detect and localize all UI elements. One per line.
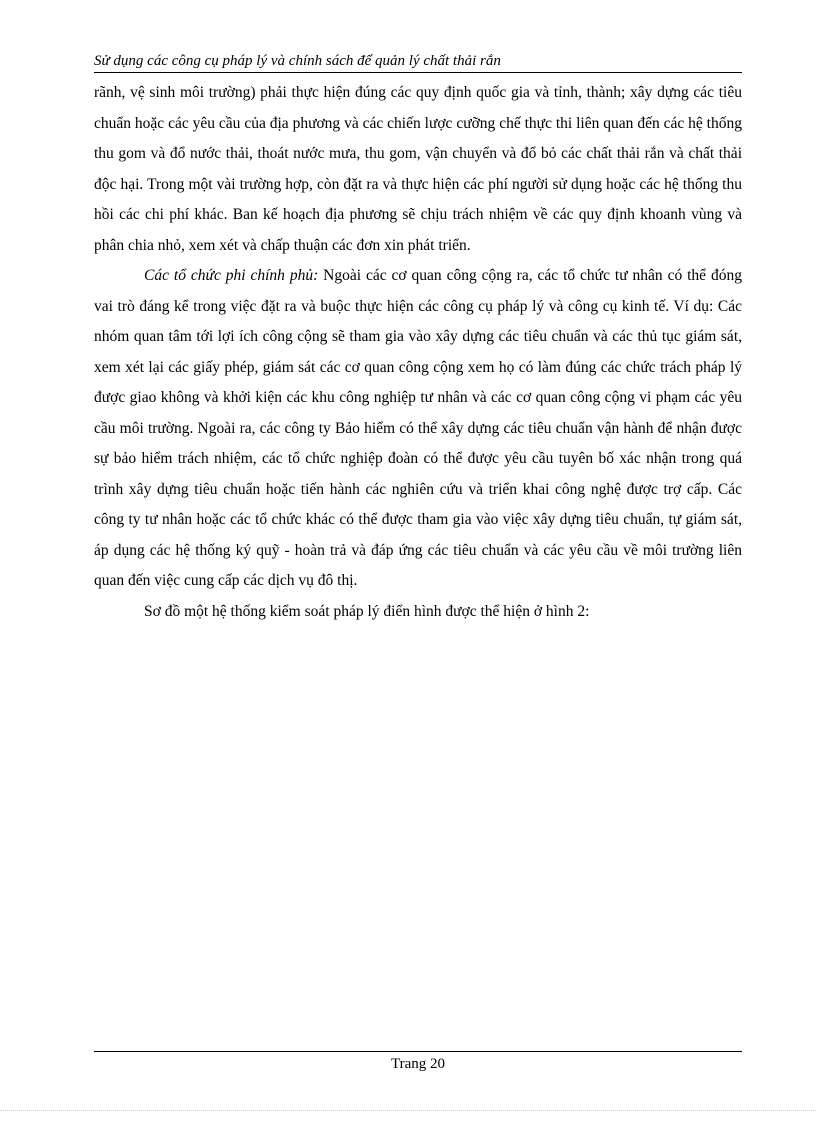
paragraph-body: Ngoài các cơ quan công cộng ra, các tổ chức tư nhân có thể đóng vai trò đáng kể trong việc đặt ra và buộc thực hiện các công cụ pháp lý và công cụ kinh tế. Ví dụ: Các nhóm quan tâm tới lợi ích công cộng sẽ tham gia vào xây dựng các tiêu chuẩn và các thủ tục giám sát, xem xét lại các giấy phép, giám sát các cơ quan công cộng xem họ có làm đúng các chức trách pháp lý được giao không và khởi kiện các khu công nghiệp tư nhân và các cơ quan công cộng vi phạm các yêu cầu môi trường. Ngoài ra, các công ty Bảo hiểm có thể xây dựng các tiêu chuẩn vận hành để nhận được sự bảo hiểm trách nhiệm, các tổ chức nghiệp đoàn có thể được yêu cầu tuyên bố xác nhận trong quá trình xây dựng tiêu chuẩn hoặc tiến hành các nghiên cứu và triển khai công nghệ được trợ cấp. Các công ty tư nhân hoặc các tổ chức khác có thể được tham gia vào việc xây dựng tiêu chuẩn, tự giám sát, áp dụng các hệ thống ký quỹ - hoàn trả và đáp ứng các tiêu chuẩn và các yêu cầu về môi trường liên quan đến việc cung cấp các dịch vụ đô thị. <box>94 267 742 589</box>
page-edge-divider <box>0 1110 816 1111</box>
document-body <box>94 78 742 627</box>
footer-divider <box>94 1051 742 1052</box>
page-number: Trang 20 <box>390 1056 446 1072</box>
paragraph-lead-term: Các tổ chức phi chính phủ: <box>144 267 319 284</box>
paragraph-figure-intro: Sơ đồ một hệ thống kiểm soát pháp lý điển hình được thể hiện ở hình 2: <box>144 602 590 620</box>
paragraph-non-governmental-organizations <box>94 261 742 597</box>
document-title: Sử dụng các công cụ pháp lý và chính sách để quản lý chất thải rắn <box>94 53 501 69</box>
page-header <box>94 52 742 73</box>
paragraph-continued: rãnh, vệ sinh môi trường) phải thực hiện đúng các quy định quốc gia và tỉnh, thành; xây dựng các tiêu chuẩn hoặc các yêu cầu của địa phương và các chiến lược cưỡng chế thực thi liên quan đến các hệ thống thu gom và đổ nước thải, thoát nước mưa, thu gom, vận chuyển và đổ bỏ các chất thải rắn và chất thải độc hại. Trong một vài trường hợp, còn đặt ra và thực hiện các phí người sử dụng hoặc các hệ thống thu hồi các chi phí khác. Ban kế hoạch địa phương sẽ chịu trách nhiệm về các quy định khoanh vùng và phân chia nhỏ, xem xét và chấp thuận các đơn xin phát triển. <box>94 84 742 254</box>
